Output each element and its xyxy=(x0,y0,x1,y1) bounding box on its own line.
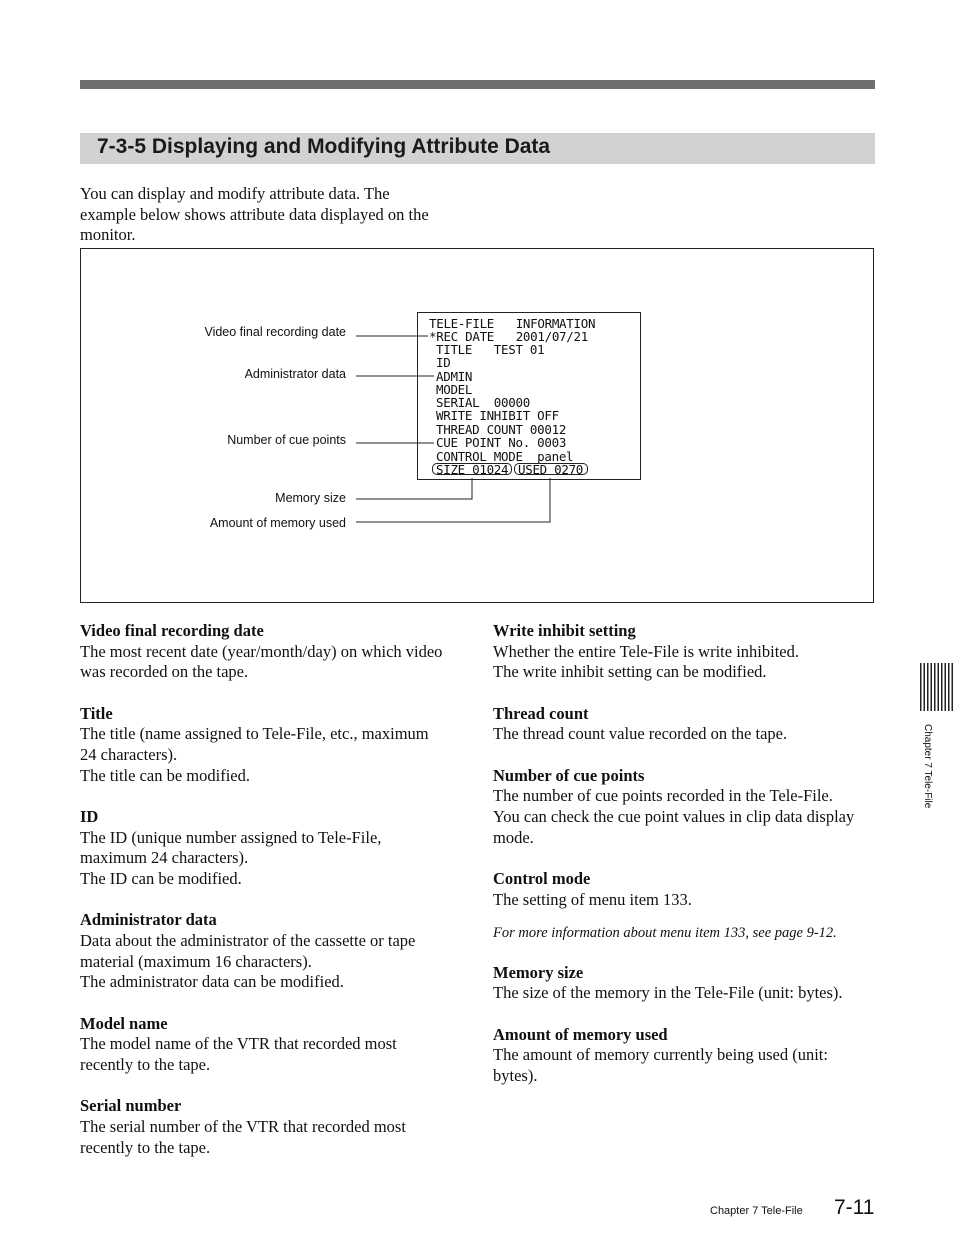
monitor-display xyxy=(417,312,641,480)
monitor-size-box xyxy=(432,463,512,475)
entry-line: recently to the tape. xyxy=(80,1054,211,1074)
entry-line: The write inhibit setting can be modified. xyxy=(493,662,767,682)
monitor-used-box xyxy=(514,463,588,475)
chapter-thumb-label: Chapter 7 Tele-File xyxy=(922,724,933,809)
entry-line: The model name of the VTR that recorded most xyxy=(80,1034,397,1054)
entry-term: Amount of memory used xyxy=(493,1024,668,1044)
entry-line: The ID can be modified. xyxy=(80,869,242,889)
entry-term: Thread count xyxy=(493,703,589,723)
entry-line: The ID (unique number assigned to Tele-File, xyxy=(80,827,382,847)
monitor-model: MODEL xyxy=(436,382,473,397)
definition-entry xyxy=(80,704,475,787)
entry-line: maximum 24 characters). xyxy=(80,848,249,868)
entry-term: Write inhibit setting xyxy=(493,621,636,640)
section-title: 7-3-5 Displaying and Modifying Attribute Data xyxy=(97,135,551,158)
definition-entry xyxy=(80,1096,475,1158)
monitor-size: SIZE 01024 xyxy=(436,462,509,477)
entry-term: Number of cue points xyxy=(493,765,645,785)
entry-term: Administrator data xyxy=(80,910,217,930)
entry-line: The serial number of the VTR that recorded most xyxy=(80,1116,406,1136)
callout-video-final-recording-date: Video final recording date xyxy=(204,325,346,339)
definition-entry xyxy=(80,1014,475,1076)
monitor-serial: SERIAL 00000 xyxy=(436,395,530,410)
entry-line: recently to the tape. xyxy=(80,1137,211,1157)
entry-line: The number of cue points recorded in the Tele-File. xyxy=(493,786,833,806)
monitor-cue-point: CUE POINT No. 0003 xyxy=(436,435,567,450)
monitor-write-inhibit: WRITE INHIBIT OFF xyxy=(436,408,559,423)
definition-entry xyxy=(493,766,888,849)
entry-line: Data about the administrator of the cassette or tape xyxy=(80,930,416,950)
callout-memory-size: Memory size xyxy=(275,491,346,505)
monitor-used: USED 0270 xyxy=(518,462,584,477)
entry-line: Whether the entire Tele-File is write inhibited. xyxy=(493,641,799,661)
callout-administrator-data: Administrator data xyxy=(244,367,346,381)
right-column xyxy=(493,621,888,1107)
entry-term: ID xyxy=(80,806,99,826)
entry-line: mode. xyxy=(493,827,534,847)
chapter-thumb-tab xyxy=(920,663,954,711)
entry-line: The size of the memory in the Tele-File (unit: bytes). xyxy=(493,983,843,1003)
entry-line: The setting of menu item 133. xyxy=(493,889,692,909)
monitor-admin: ADMIN xyxy=(436,369,473,384)
definition-entry xyxy=(493,869,888,910)
cross-reference-note: For more information about menu item 133, see page 9-12. xyxy=(493,924,837,941)
definition-entry xyxy=(80,621,475,683)
callout-amount-of-memory-used: Amount of memory used xyxy=(209,516,346,530)
entry-line: material (maximum 16 characters). xyxy=(80,951,312,971)
entry-term: Control mode xyxy=(493,868,591,888)
definition-entry xyxy=(493,1025,888,1087)
definition-entry xyxy=(493,704,888,745)
monitor-thread-count: THREAD COUNT 00012 xyxy=(436,422,567,437)
entry-term: Serial number xyxy=(80,1096,182,1116)
entry-line: The amount of memory currently being used (unit: xyxy=(493,1045,828,1065)
entry-line: The thread count value recorded on the tape. xyxy=(493,724,788,744)
monitor-control-mode: CONTROL MODE panel xyxy=(436,449,574,464)
monitor-rec-date: *REC DATE 2001/07/21 xyxy=(429,329,588,344)
callout-number-of-cue-points: Number of cue points xyxy=(227,433,346,447)
definition-entry xyxy=(493,963,888,1004)
entry-term: Memory size xyxy=(493,962,584,982)
entry-term: Video final recording date xyxy=(80,621,264,640)
entry-term: Model name xyxy=(80,1013,168,1033)
entry-line: The most recent date (year/month/day) on which video xyxy=(80,641,443,661)
page-number: 7-11 xyxy=(834,1196,875,1219)
monitor-title: TITLE TEST 01 xyxy=(436,342,545,357)
entry-line: 24 characters). xyxy=(80,745,178,765)
intro-line: You can display and modify attribute data. The xyxy=(80,184,390,203)
monitor-header: TELE-FILE INFORMATION xyxy=(429,316,596,331)
entry-line: The administrator data can be modified. xyxy=(80,972,344,992)
left-column xyxy=(80,621,475,1179)
definition-entry xyxy=(80,910,475,993)
intro-line: monitor. xyxy=(80,225,136,245)
intro-line: example below shows attribute data displayed on the xyxy=(80,204,429,224)
entry-line: The title (name assigned to Tele-File, etc., maximum xyxy=(80,724,429,744)
entry-line: You can check the cue point values in clip data display xyxy=(493,806,855,826)
monitor-id: ID xyxy=(436,355,451,370)
footer-chapter: Chapter 7 Tele-File xyxy=(710,1205,803,1217)
entry-term: Title xyxy=(80,703,113,723)
entry-line: The title can be modified. xyxy=(80,765,250,785)
definition-entry xyxy=(80,807,475,890)
entry-line: bytes). xyxy=(493,1066,538,1086)
entry-line: was recorded on the tape. xyxy=(80,662,249,682)
definition-entry xyxy=(493,621,888,683)
